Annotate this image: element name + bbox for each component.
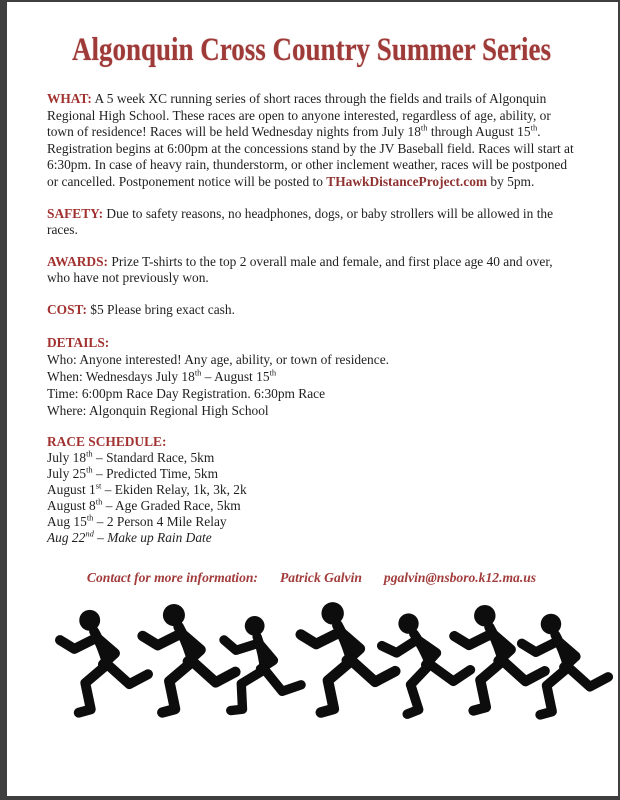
superscript: th [420,122,428,133]
safety-heading: SAFETY: [47,205,104,221]
awards-text: Prize T-shirts to the top 2 overall male and female, and first place age 40 and over, who have not previously won. [47,253,553,286]
superscript: th [95,496,103,507]
runner-silhouette [60,609,148,712]
superscript: th [194,367,202,378]
awards-heading: AWARDS: [47,253,109,269]
section-what [47,91,576,191]
runners-reflection [47,730,613,800]
section-details [47,334,576,419]
schedule-row: July 25th – Predicted Time, 5km [47,464,219,481]
what-text-1: A 5 week XC running series of short races through the fields and trails of Algonquin Regional High School. These races are open to anyone interested, regardless of age, ability, or town of residence! Races will be held Wednesday nights from July 18 [47,91,551,140]
details-who: Who: Anyone interested! Any age, ability, or town of residence. [47,351,389,367]
section-race-schedule [47,434,576,546]
what-heading: WHAT: [47,91,92,106]
superscript: th [86,448,93,459]
schedule-row: August 8th – Age Graded Race, 5km [47,496,241,513]
details-time: Time: 6:00pm Race Day Registration. 6:30pm Race [47,385,326,401]
superscript: th [530,122,538,133]
contact-name: Patrick Galvin [279,569,362,585]
schedule-heading: RACE SCHEDULE: [47,433,167,449]
runners-artwork [47,598,613,800]
contact-email[interactable]: pgalvin@nsboro.k12.ma.us [383,569,537,585]
runner-silhouette [454,604,544,710]
superscript: th [86,464,93,475]
section-cost [47,302,576,319]
section-awards [47,254,576,287]
contact-label: Contact for more information: [86,569,258,585]
schedule-row: Aug 15th – 2 Person 4 Mile Relay [47,512,227,529]
cost-text: $5 Please bring exact cash. [90,301,235,317]
what-text-3: . Registration begins at 6:00pm at the concessions stand by the JV Baseball field. Races will start at 6:30pm. In case of heavy rain, thunderstorm, or other inclement weather, races will be postponed or cancelled. Postponement notice will be posted to [47,124,574,189]
schedule-row-rain-date: Aug 22nd – Make up Rain Date [47,528,212,545]
what-text-4: by 5pm. [487,173,535,189]
safety-text: Due to safety reasons, no headphones, dogs, or baby strollers will be allowed in the races. [47,205,554,238]
runner-silhouette [301,602,395,712]
runner-silhouette [213,611,310,720]
schedule-row: August 1st – Ekiden Relay, 1k, 3k, 2k [47,480,247,497]
runner-silhouette [143,604,236,712]
contact-line [47,570,576,586]
superscript: th [269,367,277,378]
runners-silhouette-graphic [47,598,613,730]
superscript: nd [85,528,94,539]
details-where: Where: Algonquin Regional High School [47,402,269,418]
runner-silhouette [379,607,475,715]
cost-heading: COST: [47,301,87,317]
superscript: st [95,480,102,491]
schedule-row: July 18th – Standard Race, 5km [47,448,215,465]
reflection-fade [47,730,613,800]
what-text-2: through August 15 [427,124,531,140]
section-safety [47,206,576,239]
page-title: Algonquin Cross Country Summer Series [71,30,552,68]
website-link[interactable]: THawkDistanceProject.com [326,173,488,189]
runner-silhouette [522,613,608,714]
details-heading: DETAILS: [47,334,110,350]
flyer-content [7,2,618,800]
details-when: When: Wednesdays July 18th – August 15th [47,367,277,384]
superscript: th [86,512,94,523]
